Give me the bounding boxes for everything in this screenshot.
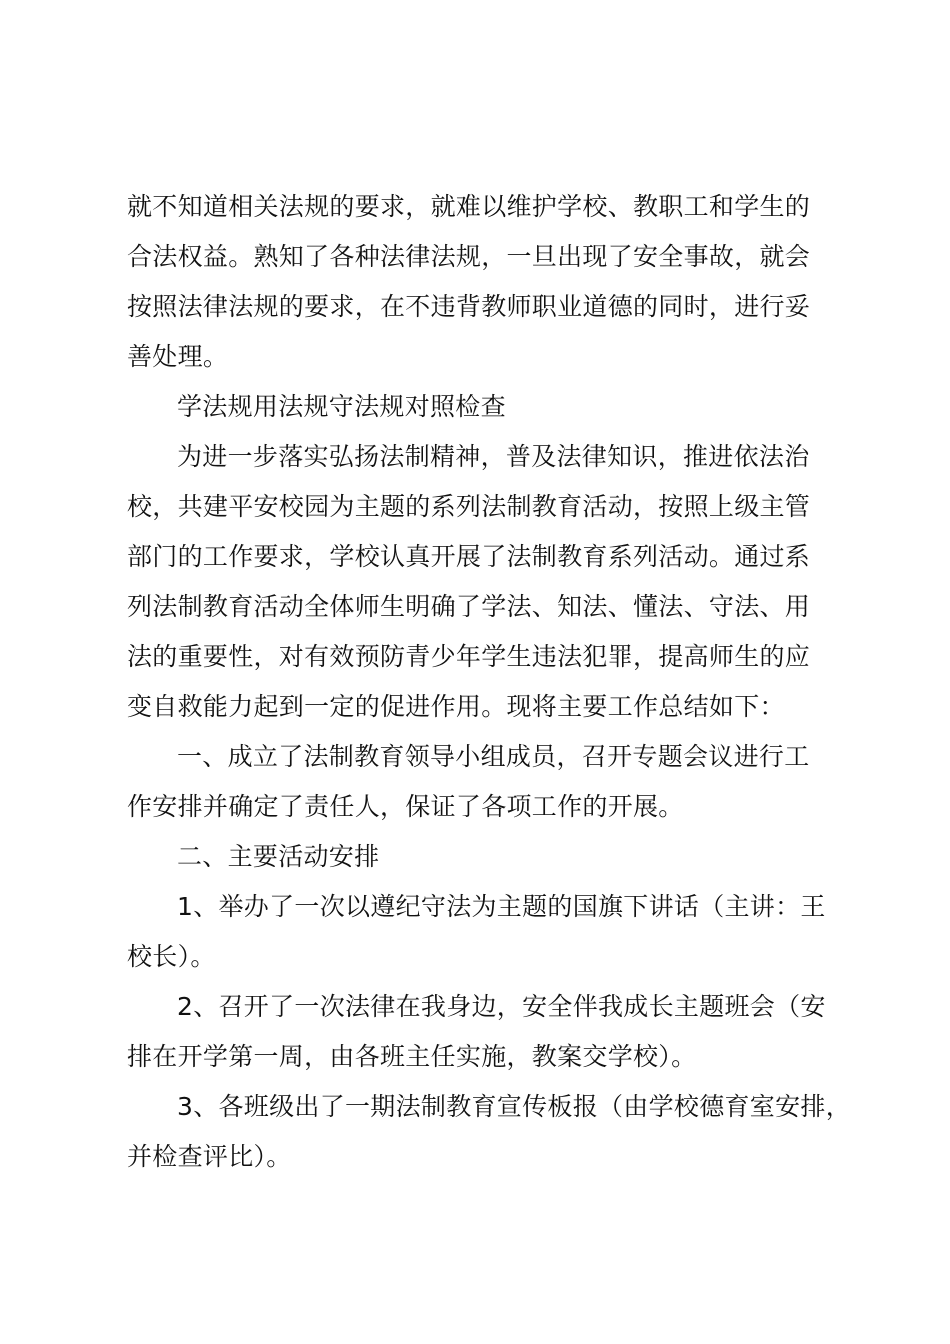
list-item-line: 2、召开了一次法律在我身边，安全伴我成长主题班会（安: [177, 992, 826, 1021]
paragraph-line: 部门的工作要求，学校认真开展了法制教育系列活动。通过系: [127, 542, 811, 571]
paragraph-line: 为进一步落实弘扬法制精神，普及法律知识，推进依法治: [177, 442, 810, 471]
paragraph-line: 就不知道相关法规的要求，就难以维护学校、教职工和学生的: [127, 192, 811, 221]
document-body: [127, 182, 852, 1182]
paragraph-line: 一、成立了法制教育领导小组成员，召开专题会议进行工: [177, 742, 810, 771]
paragraph-line: 变自救能力起到一定的促进作用。现将主要工作总结如下：: [127, 692, 785, 721]
section-heading: 学法规用法规守法规对照检查: [177, 392, 506, 421]
list-item-line: 1、举办了一次以遵纪守法为主题的国旗下讲话（主讲：王: [177, 892, 826, 921]
paragraph-line: 善处理。: [127, 342, 229, 371]
list-item-line: 并检查评比）。: [127, 1142, 292, 1171]
subsection-heading: 二、主要活动安排: [177, 842, 380, 871]
paragraph-line: 按照法律法规的要求，在不违背教师职业道德的同时，进行妥: [127, 292, 811, 321]
paragraph-line: 法的重要性，对有效预防青少年学生违法犯罪，提高师生的应: [127, 642, 811, 671]
list-item-line: 校长）。: [127, 942, 216, 971]
paragraph-line: 校，共建平安校园为主题的系列法制教育活动，按照上级主管: [127, 492, 811, 521]
list-item-line: 3、各班级出了一期法制教育宣传板报（由学校德育室安排，: [177, 1092, 852, 1121]
paragraph-line: 作安排并确定了责任人，保证了各项工作的开展。: [127, 792, 684, 821]
list-item-line: 排在开学第一周，由各班主任实施，教案交学校）。: [127, 1042, 697, 1071]
paragraph-line: 合法权益。熟知了各种法律法规，一旦出现了安全事故，就会: [127, 242, 811, 271]
paragraph-line: 列法制教育活动全体师生明确了学法、知法、懂法、守法、用: [127, 592, 811, 621]
